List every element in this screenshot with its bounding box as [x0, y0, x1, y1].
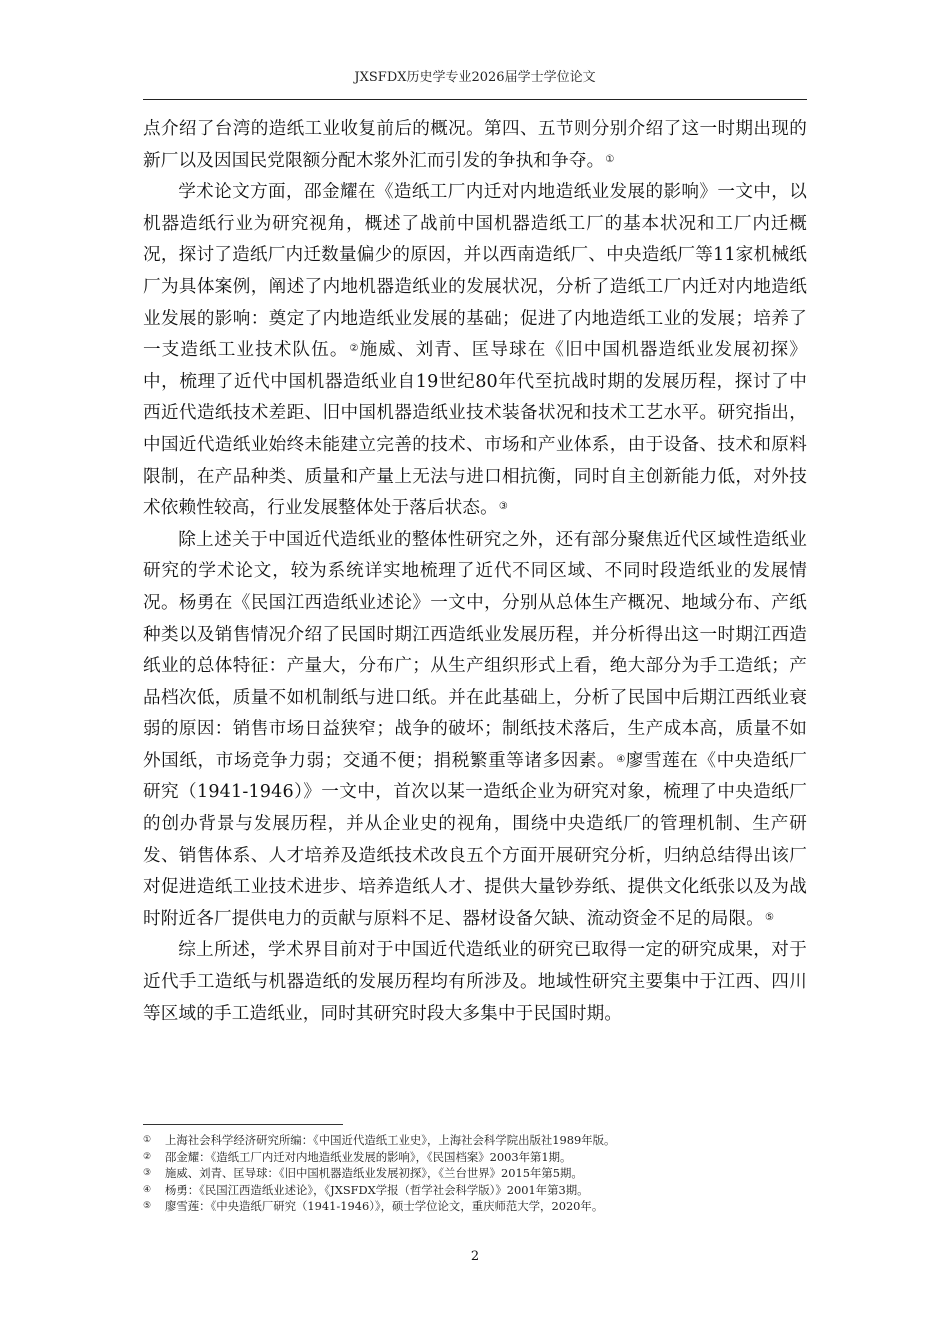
- footnote-mark: ④: [143, 1184, 152, 1195]
- page-number: 2: [470, 1249, 480, 1264]
- footnote-ref-4[interactable]: ④: [616, 753, 626, 765]
- footnote-mark: ③: [143, 1168, 152, 1178]
- paragraph-text: 点介绍了台湾的造纸工业收复前后的概况。第四、五节则分别介绍了这一时期出现的新厂以及因国民党限额分配木浆外汇而引发的争执和争夺。: [143, 119, 807, 171]
- footnote-ref-5[interactable]: ⑤: [765, 911, 775, 923]
- body-text: [143, 114, 807, 1030]
- paragraph-2: [143, 177, 807, 525]
- footnote-text: 施威、刘青、匡导球：《旧中国机器造纸业发展初探》，《兰台世界》2015年第5期。: [165, 1166, 583, 1180]
- footnote-2: [143, 1149, 807, 1166]
- running-header: JXSFDX历史学专业2026届学士学位论文: [354, 70, 596, 85]
- footnote-3: [143, 1165, 807, 1182]
- paragraph-text: 除上述关于中国近代造纸业的整体性研究之外，还有部分聚焦近代区域性造纸业研究的学术论文，较为系统详实地梳理了近代不同区域、不同时段造纸业的发展情况。杨勇在《民国江西造纸业述论》一文中，分别从总体生产概况、地域分布、产纸种类以及销售情况介绍了民国时期江西造纸业发展历程，并分析得出这一时期江西造纸业的总体特征：产量大，分布广；从生产组织形式上看，绝大部分为手工造纸；产品档次低，质量不如机制纸与进口纸。并在此基础上，分析了民国中后期江西纸业衰弱的原因：销售市场日益狭窄；战争的破坏；制纸技术落后，生产成本高，质量不如外国纸，市场竞争力弱；交通不便；捐税繁重等诸多因素。: [143, 529, 807, 771]
- footnote-mark: ①: [143, 1135, 152, 1145]
- footnote-5: [143, 1198, 807, 1215]
- footnote-ref-1[interactable]: ①: [605, 153, 615, 165]
- footnote-ref-2[interactable]: ②: [349, 343, 360, 355]
- paragraph-3: [143, 525, 807, 936]
- footnote-text: 上海社会科学经济研究所编：《中国近代造纸工业史》，上海社会科学院出版社1989年版。: [165, 1133, 616, 1147]
- footnote-rule: [143, 1124, 343, 1125]
- footnote-mark: ⑤: [143, 1201, 152, 1211]
- footnote-text: 邵金耀：《造纸工厂内迁对内地造纸业发展的影响》，《民国档案》2003年第1期。: [165, 1149, 572, 1164]
- footnote-4: [143, 1182, 807, 1199]
- paragraph-4: [143, 935, 807, 1030]
- paragraph-text: 施威、刘青、匡导球在《旧中国机器造纸业发展初探》中，梳理了近代中国机器造纸业自19世纪80年代至抗战时期的发展历程，探讨了中西近代造纸技术差距、旧中国机器造纸业技术装备状况和技术工艺水平。研究指出，中国近代造纸业始终未能建立完善的技术、市场和产业体系，由于设备、技术和原料限制，在产品种类、质量和产量上无法与进口相抗衡，同时自主创新能力低，对外技术依赖性较高，行业发展整体处于落后状态。: [143, 340, 807, 519]
- footnote-ref-3[interactable]: ③: [498, 501, 509, 513]
- footnote-mark: ②: [143, 1151, 152, 1162]
- paragraph-text: 综上所述，学术界目前对于中国近代造纸业的研究已取得一定的研究成果，对于近代手工造纸与机器造纸的发展历程均有所涉及。地域性研究主要集中于江西、四川等区域的手工造纸业，同时其研究时段大多集中于民国时期。: [143, 940, 807, 1024]
- paragraph-text: 学术论文方面，邵金耀在《造纸工厂内迁对内地造纸业发展的影响》一文中，以机器造纸行业为研究视角，概述了战前中国机器造纸工厂的基本状况和工厂内迁概况，探讨了造纸厂内迁数量偏少的原因，并以西南造纸厂、中央造纸厂等11家机械纸厂为具体案例，阐述了内地机器造纸业的发展状况，分析了造纸工厂内迁对内地造纸业发展的影响：奠定了内地造纸业发展的基础；促进了内地造纸工业的发展；培养了一支造纸工业技术队伍。: [143, 182, 807, 361]
- footnotes: [143, 1132, 807, 1215]
- header-rule: [143, 99, 807, 100]
- footnote-1: [143, 1132, 807, 1149]
- paragraph-1: [143, 114, 807, 177]
- footnote-text: 杨勇：《民国江西造纸业述论》，《JXSFDX学报（哲学社会科学版）》2001年第3期。: [165, 1182, 589, 1197]
- footnote-text: 廖雪莲：《中央造纸厂研究（1941-1946）》，硕士学位论文，重庆师范大学，2020年。: [165, 1199, 604, 1213]
- paragraph-text: 廖雪莲在《中央造纸厂研究（1941-1946）》一文中，首次以某一造纸企业为研究对象，梳理了中央造纸厂的创办背景与发展历程，并从企业史的视角，围绕中央造纸厂的管理机制、生产研发、销售体系、人才培养及造纸技术改良五个方面开展研究分析，归纳总结得出该厂对促进造纸工业技术进步、培养造纸人才、提供大量钞券纸、提供文化纸张以及为战时附近各厂提供电力的贡献与原料不足、器材设备欠缺、流动资金不足的局限。: [143, 750, 807, 929]
